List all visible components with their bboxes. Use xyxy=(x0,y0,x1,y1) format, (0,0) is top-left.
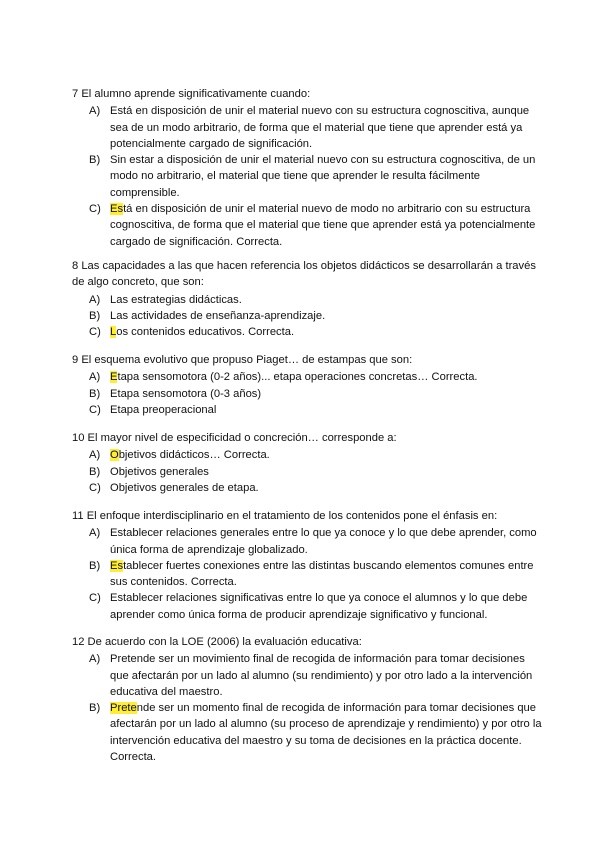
option-text: Las actividades de enseñanza-aprendizaje. xyxy=(110,309,326,322)
question-title: 11 El enfoque interdisciplinario en el tratamiento de los contenidos pone el énfasis en: xyxy=(72,510,498,522)
option-list xyxy=(72,447,542,496)
question-7 xyxy=(72,86,542,250)
highlight: L xyxy=(110,326,117,339)
option-list xyxy=(72,651,542,765)
option-a xyxy=(72,292,542,308)
option-text: Establecer relaciones significativas entre lo que ya conoce el alumnos y lo que debe aprender como única forma de producir aprendizaje significativo y funcional. xyxy=(110,592,528,621)
question-title: 12 De acuerdo con la LOE (2006) la evaluación educativa: xyxy=(72,636,362,648)
option-letter: B) xyxy=(89,702,101,715)
option-letter: A) xyxy=(89,653,101,666)
option-letter: C) xyxy=(89,481,101,494)
highlight: O xyxy=(110,449,119,462)
option-letter: B) xyxy=(89,387,101,400)
option-letter: A) xyxy=(89,449,101,462)
option-text: Etapa sensomotora (0-3 años) xyxy=(110,387,262,400)
option-letter: C) xyxy=(89,592,101,605)
option-text: Establecer relaciones generales entre lo que ya conoce y lo que debe aprender, como única forma de aprendizaje globalizado. xyxy=(110,527,537,556)
option-list xyxy=(72,103,542,250)
option-text: Pretende ser un movimiento final de recogida de información para tomar decisiones que afectarán por un lado al alumno (su rendimiento) y por otro lado a la intervención educativa del maestro. xyxy=(110,653,533,698)
question-title: 8 Las capacidades a las que hacen referencia los objetos didácticos se desarrollarán a través de algo concreto, que son: xyxy=(72,260,536,289)
question-title: 7 El alumno aprende significativamente cuando: xyxy=(72,88,311,100)
question-title: 10 El mayor nivel de especificidad o concreción… corresponde a: xyxy=(72,432,397,444)
option-b xyxy=(72,464,542,480)
option-c xyxy=(72,402,542,418)
option-text: bjetivos didácticos… Correcta. xyxy=(118,449,270,462)
option-letter: A) xyxy=(89,105,101,118)
option-a xyxy=(72,369,542,385)
option-text: Las estrategias didácticas. xyxy=(110,293,242,306)
option-list xyxy=(72,369,542,418)
highlight: E xyxy=(110,371,118,384)
option-b xyxy=(72,308,542,324)
question-9 xyxy=(72,352,542,418)
question-12 xyxy=(72,634,542,765)
option-list xyxy=(72,525,542,623)
option-c xyxy=(72,201,542,250)
option-c xyxy=(72,480,542,496)
option-b xyxy=(72,386,542,402)
option-c xyxy=(72,324,542,340)
question-11 xyxy=(72,508,542,623)
option-letter: C) xyxy=(89,326,101,339)
option-text: Está en disposición de unir el material nuevo con su estructura cognoscitiva, aunque sea de un modo arbitrario, de forma que el material que tiene que aprender está ya potencialmente cargado de significación. xyxy=(110,105,530,150)
option-text: os contenidos educativos. Correcta. xyxy=(116,326,295,339)
option-text: Objetivos generales xyxy=(110,465,209,478)
highlight: Es xyxy=(110,559,124,572)
option-c xyxy=(72,590,542,623)
option-text: tapa sensomotora (0-2 años)... etapa operaciones concretas… Correcta. xyxy=(117,371,478,384)
option-text: tá en disposición de unir el material nuevo de modo no arbitrario con su estructura cognoscitiva, de forma que el material que tiene que aprender está ya potencialmente cargado de significación. Correcta. xyxy=(110,203,536,248)
option-letter: A) xyxy=(89,371,101,384)
option-a xyxy=(72,447,542,463)
highlight: Es xyxy=(110,203,124,216)
question-10 xyxy=(72,430,542,496)
option-text: nde ser un momento final de recogida de información para tomar decisiones que afectarán por un lado al alumno (su proceso de aprendizaje y rendimiento) y por otro la intervención educativa del maestro y su toma de decisiones en la práctica docente. Correcta. xyxy=(110,702,542,764)
option-letter: B) xyxy=(89,154,101,167)
option-letter: B) xyxy=(89,309,101,322)
option-text: Sin estar a disposición de unir el material nuevo con su estructura cognoscitiva, de un modo no arbitrario, el material que tiene que aprender le resulta fácilmente comprensible. xyxy=(110,154,536,199)
option-a xyxy=(72,525,542,558)
option-b xyxy=(72,558,542,591)
option-letter: C) xyxy=(89,403,101,416)
question-title: 9 El esquema evolutivo que propuso Piaget… de estampas que son: xyxy=(72,354,413,366)
option-text: Etapa preoperacional xyxy=(110,403,217,416)
option-a xyxy=(72,651,542,700)
option-letter: B) xyxy=(89,559,101,572)
option-text: tablecer fuertes conexiones entre las distintas buscando elementos comunes entre sus contenidos. Correcta. xyxy=(110,559,534,589)
option-letter: B) xyxy=(89,465,101,478)
option-a xyxy=(72,103,542,152)
option-text: Objetivos generales de etapa. xyxy=(110,481,259,494)
highlight: Prete xyxy=(110,702,137,715)
question-8 xyxy=(72,258,542,340)
option-b xyxy=(72,700,542,765)
option-letter: A) xyxy=(89,293,101,306)
option-letter: C) xyxy=(89,203,101,216)
option-letter: A) xyxy=(89,527,101,540)
option-list xyxy=(72,292,542,341)
option-b xyxy=(72,152,542,201)
